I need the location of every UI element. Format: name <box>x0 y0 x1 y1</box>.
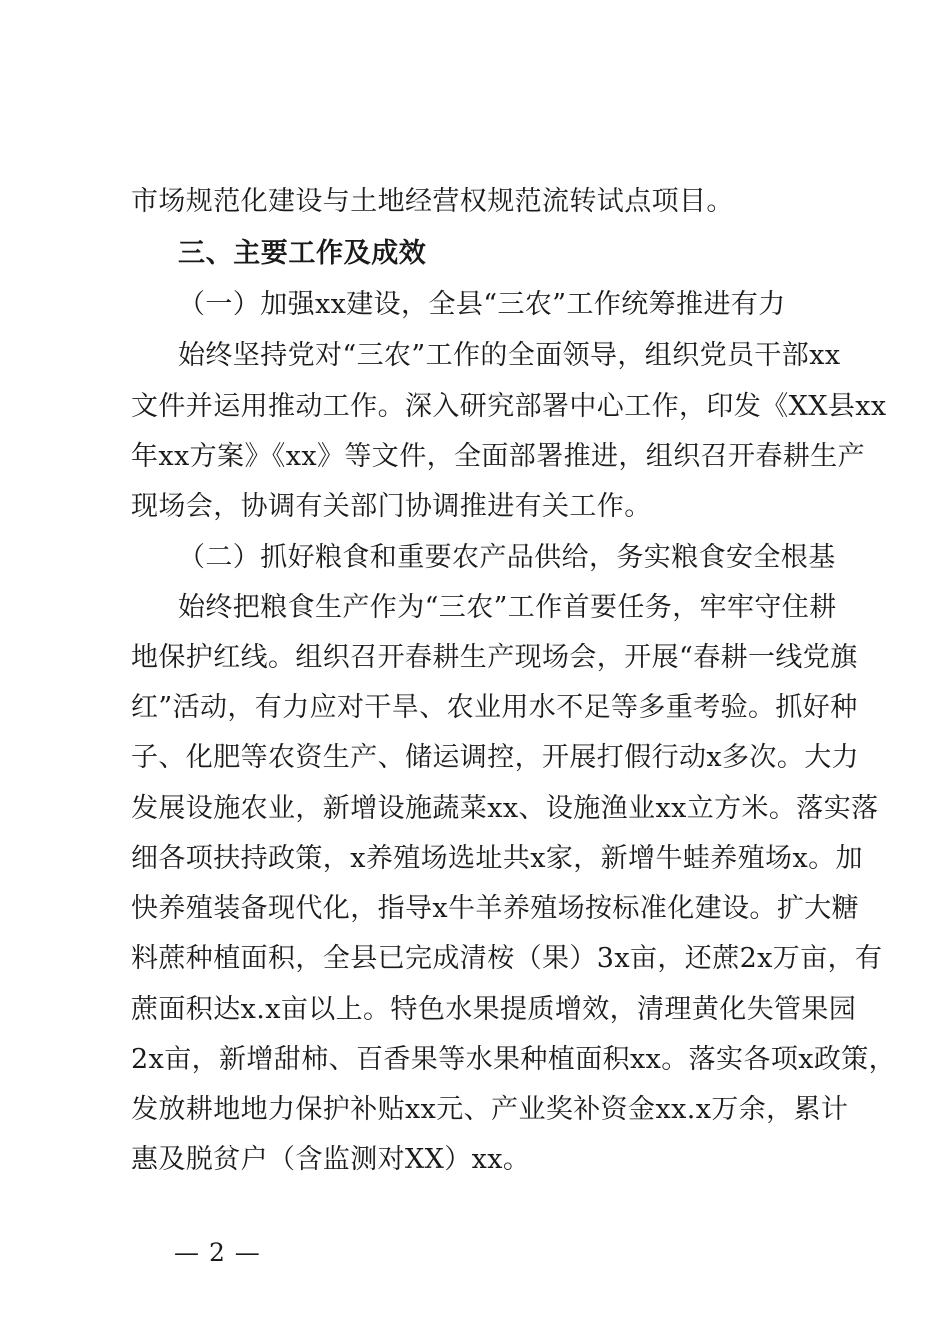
body-text-line: 年xx方案》《xx》等文件，全面部署推进，组织召开春耕生产 <box>131 441 866 472</box>
body-text-line: 发放耕地地力保护补贴xx元、产业奖补资金xx.x万余，累计 <box>131 1094 849 1125</box>
body-text-line: 子、化肥等农资生产、储运调控，开展打假行动x多次。大力 <box>131 742 860 773</box>
subsection-heading: （一）加强xx建设，全县“三农”工作统筹推进有力 <box>178 289 786 320</box>
body-text-line: 蔗面积达x.x亩以上。特色水果提质增效，清理黄化失管果园 <box>131 994 857 1025</box>
section-heading: 三、主要工作及成效 <box>178 238 427 269</box>
body-text-line: 2x亩，新增甜柿、百香果等水果种植面积xx。落实各项x政策， <box>131 1044 897 1075</box>
body-text-line: 细各项扶持政策，x养殖场选址共x家，新增牛蛙养殖场x。加 <box>131 843 863 874</box>
page-number: — 2 — <box>174 1238 261 1267</box>
body-text-line: 料蔗种植面积，全县已完成清桉（果）3x亩，还蔗2x万亩，有 <box>131 943 883 974</box>
body-text-line: 发展设施农业，新增设施蔬菜xx、设施渔业xx立方米。落实落 <box>131 793 879 824</box>
body-text-line: 地保护红线。组织召开春耕生产现场会，开展“春耕一线党旗 <box>131 642 858 673</box>
body-text-line: 惠及脱贫户（含监测对XX）xx。 <box>131 1144 531 1175</box>
body-text-line: 始终坚持党对“三农”工作的全面领导，组织党员干部xx <box>178 340 841 371</box>
subsection-heading: （二）抓好粮食和重要农产品供给，务实粮食安全根基 <box>178 542 836 573</box>
body-text-line: 文件并运用推动工作。深入研究部署中心工作，印发《XX县xx <box>131 391 887 422</box>
body-text-line: 快养殖装备现代化，指导x牛羊养殖场按标准化建设。扩大糖 <box>131 893 860 924</box>
body-text-line: 红”活动，有力应对干旱、农业用水不足等多重考验。抓好种 <box>131 692 858 723</box>
body-text-line: 现场会，协调有关部门协调推进有关工作。 <box>131 491 652 522</box>
body-text-line: 始终把粮食生产作为“三农”工作首要任务，牢牢守住耕 <box>178 592 837 623</box>
body-text-line: 市场规范化建设与土地经营权规范流转试点项目。 <box>131 186 734 217</box>
